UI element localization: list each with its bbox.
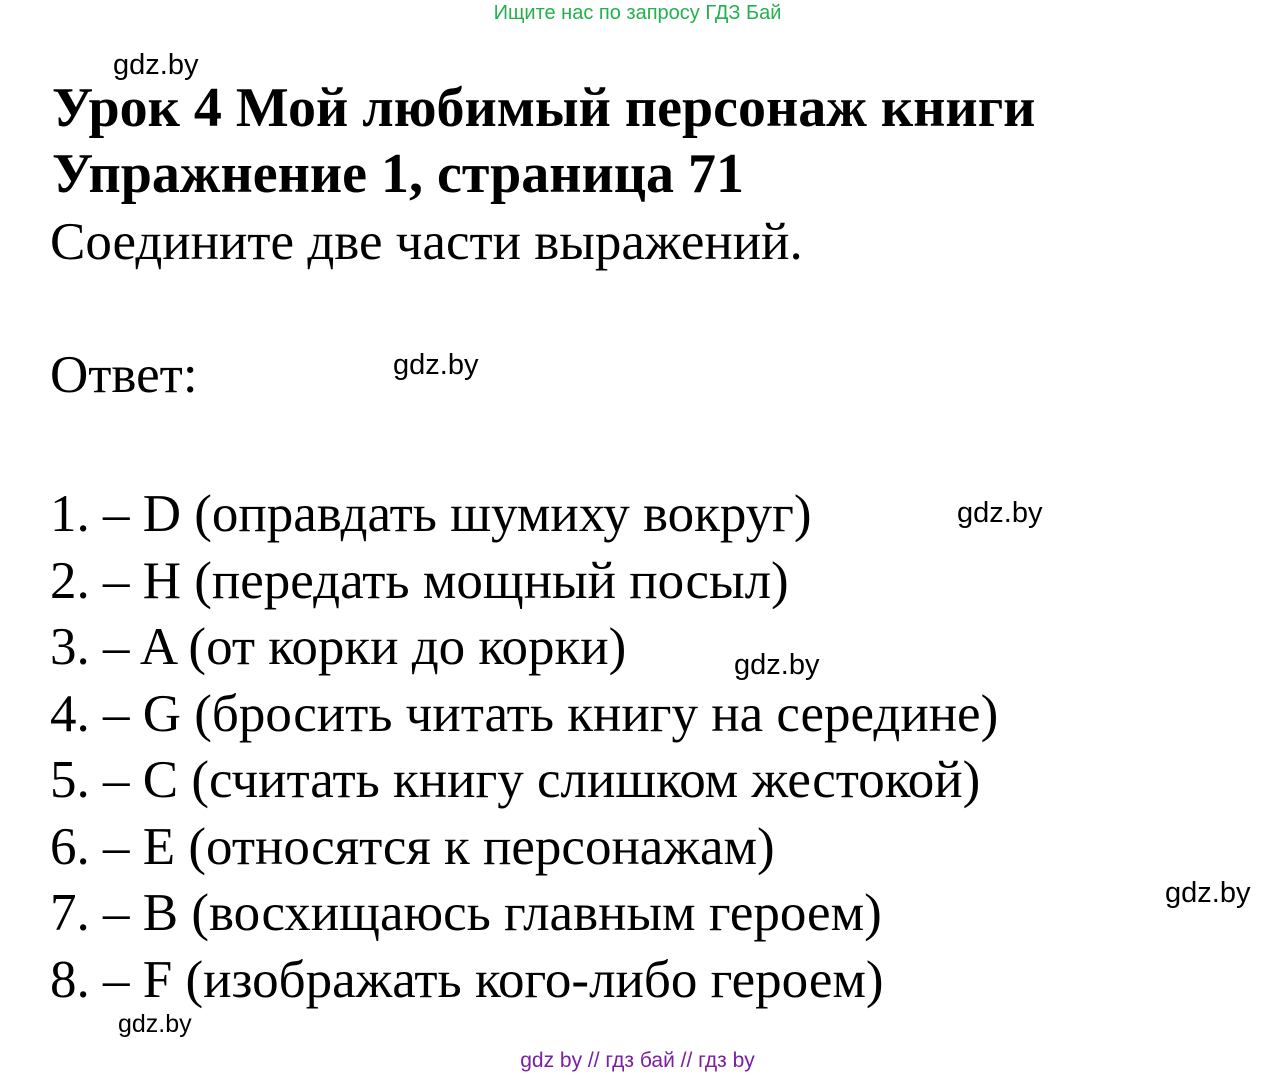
answer-item: 4. – G (бросить читать книгу на середине): [50, 684, 999, 743]
answer-item: 1. – D (оправдать шумиху вокруг): [50, 485, 812, 543]
answer-item: 2. – H (передать мощный посыл): [50, 551, 789, 610]
watermark: gdz.by: [113, 49, 199, 81]
answer-list: [50, 481, 998, 1013]
instruction-text: Соедините две части выражений.: [50, 213, 803, 271]
exercise-title: Упражнение 1, страница 71: [52, 143, 745, 205]
answer-item: 6. – E (относятся к персонажам): [50, 817, 775, 876]
watermark: gdz.by: [1165, 877, 1251, 909]
watermark: gdz.by: [957, 497, 1043, 529]
answer-item: 8. – F (изображать кого-либо героем): [50, 950, 884, 1009]
watermark: gdz.by: [118, 1010, 192, 1038]
footer-links: gdz by // гдз бай // гдз by: [520, 1049, 755, 1072]
lesson-title: Урок 4 Мой любимый персонаж книги: [52, 77, 1036, 139]
watermark: gdz.by: [734, 649, 820, 681]
answer-item: 5. – C (считать книгу слишком жестокой): [50, 751, 981, 809]
top-banner: Ищите нас по запросу ГДЗ Бай: [493, 2, 782, 24]
answer-item: 7. – B (восхищаюсь главным героем): [50, 884, 882, 942]
answer-item: 3. – A (от корки до корки): [50, 618, 627, 676]
answer-label: Ответ:: [50, 346, 198, 404]
watermark: gdz.by: [393, 349, 479, 381]
